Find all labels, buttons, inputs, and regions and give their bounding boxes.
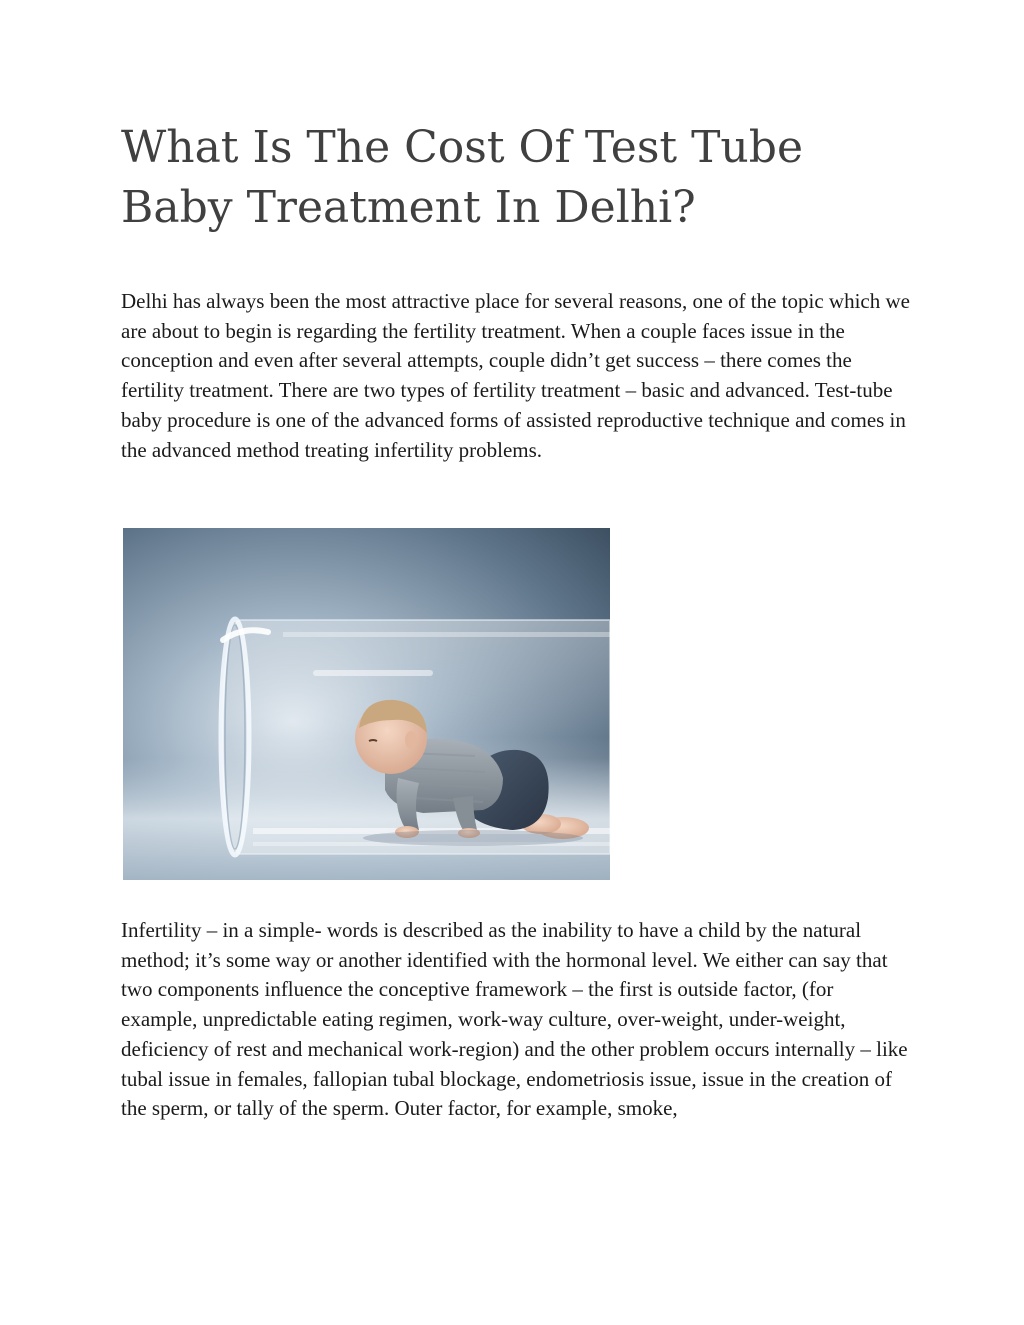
baby-in-test-tube-image [123,528,610,880]
intro-paragraph: Delhi has always been the most attractive place for several reasons, one of the topic which we are about to begin is regarding the fertility treatment. When a couple faces issue in the conception and even after several attempts, couple didn’t get success – there comes the fertility treatment. There are two types of fertility treatment – basic and advanced. Test-tube baby procedure is one of the advanced forms of assisted reproductive technique and comes in the advanced method treating infertility problems. [121,289,910,462]
page-title: What Is The Cost Of Test Tube Baby Treatment In Delhi? [121,122,803,233]
infertility-paragraph: Infertility – in a simple- words is described as the inability to have a child by the natural method; it’s some way or another identified with the hormonal level. We either can say that two components influence the conceptive framework – the first is outside factor, (for example, unpredictable eating regimen, work-way culture, over-weight, under-weight, deficiency of rest and mechanical work-region) and the other problem occurs internally – like tubal issue in females, fallopian tubal blockage, endometriosis issue, issue in the creation of the sperm, or tally of the sperm. Outer factor, for example, smoke, [121,918,908,1121]
